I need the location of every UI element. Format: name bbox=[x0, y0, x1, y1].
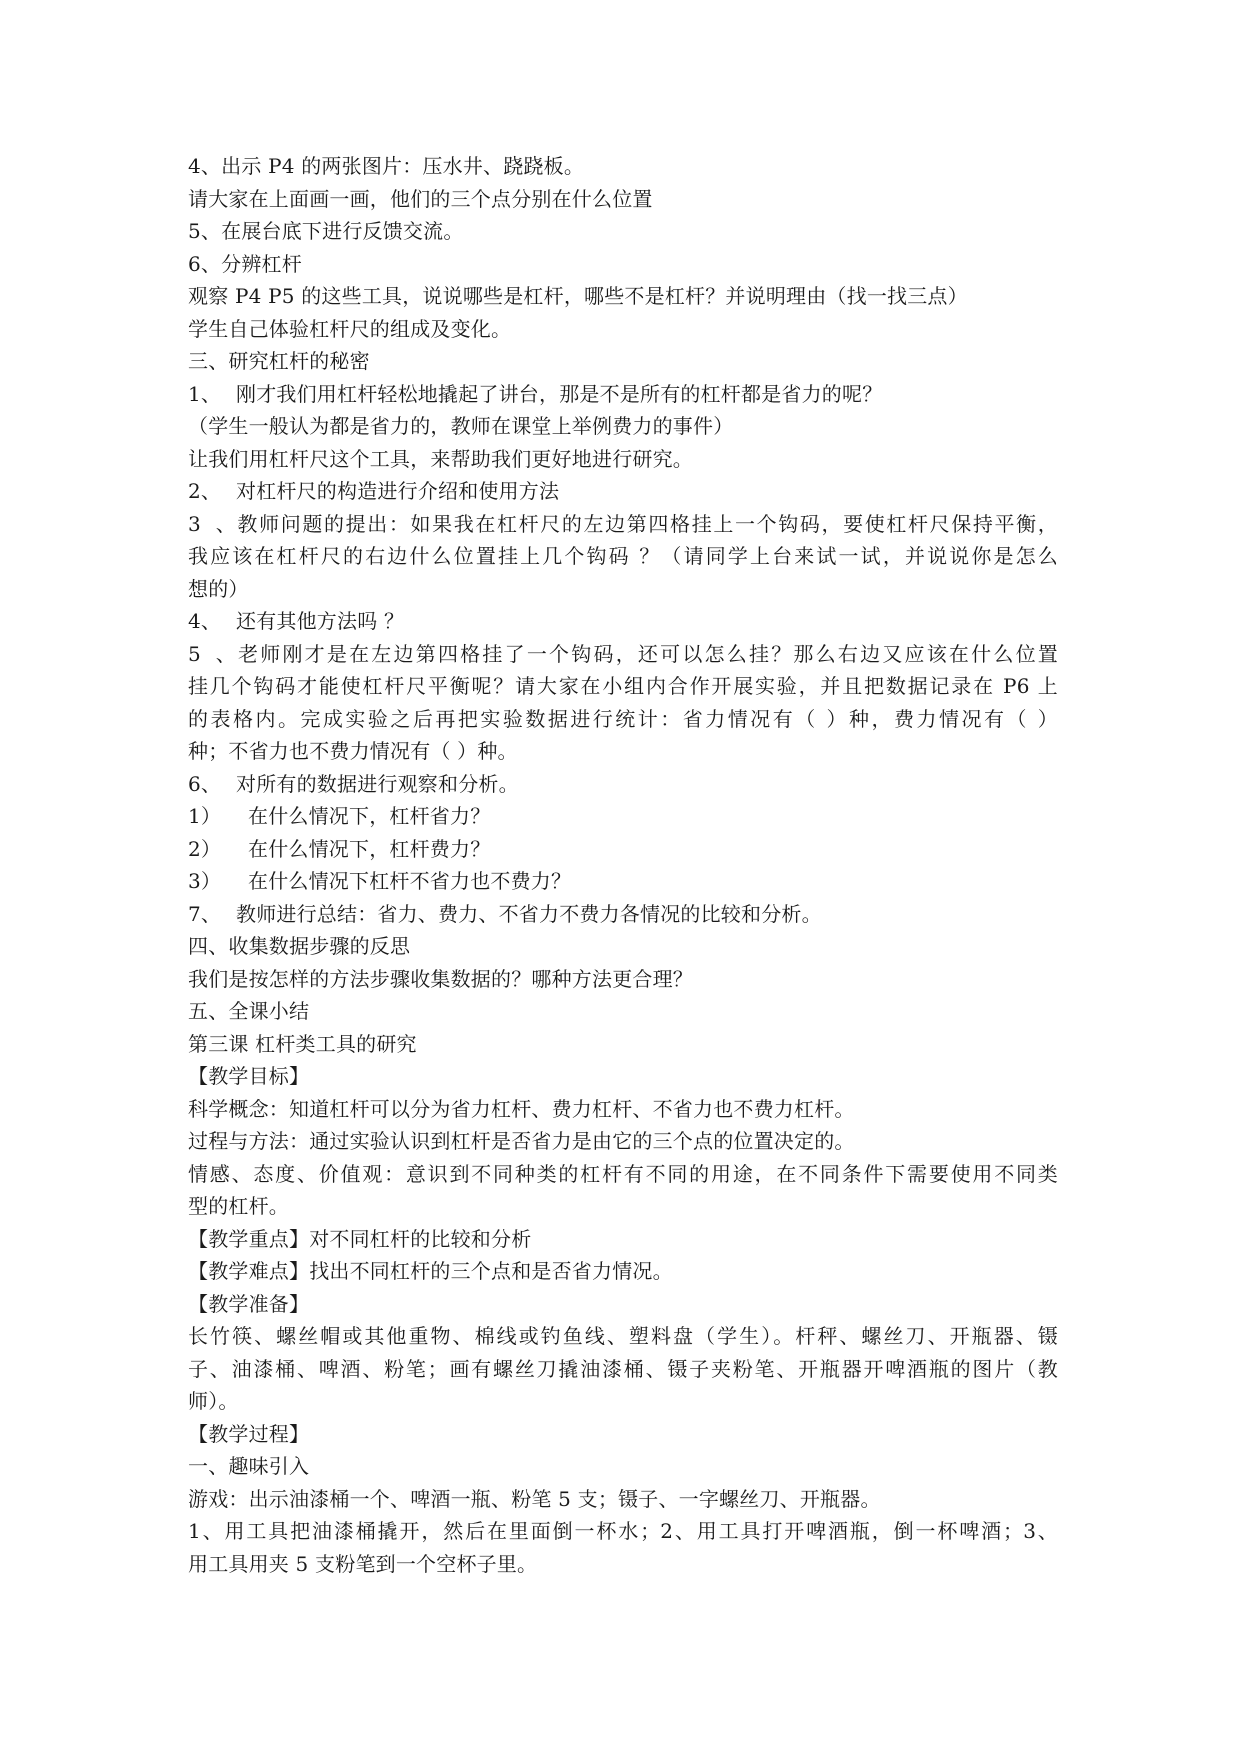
list-number: 4、 bbox=[188, 609, 222, 633]
line-text: 我们是按怎样的方法步骤收集数据的？哪种方法更合理？ bbox=[188, 966, 693, 991]
line-text: 刚才我们用杠杆轻松地撬起了讲台，那是不是所有的杠杆都是省力的呢？ bbox=[236, 381, 883, 406]
text-line bbox=[188, 345, 1058, 378]
text-line bbox=[188, 1223, 1058, 1256]
line-text: 四、收集数据步骤的反思 bbox=[188, 934, 411, 958]
text-line bbox=[188, 1418, 1058, 1451]
list-number: 1、 bbox=[188, 381, 222, 406]
line-text: 1、用工具把油漆桶撬开，然后在里面倒一杯水；2、用工具打开啤酒瓶，倒一杯啤酒；3、 bbox=[188, 1519, 1058, 1543]
sub-list-number: 3） bbox=[188, 869, 222, 893]
line-text: 老师刚才是在左边第四格挂了一个钩码，还可以怎么挂？那么右边又应该在什么位置 bbox=[236, 641, 1058, 666]
line-text: 在什么情况下杠杆不省力也不费力？ bbox=[248, 869, 572, 893]
text-line bbox=[188, 1483, 1058, 1516]
text-line bbox=[188, 865, 1058, 898]
line-text: 让我们用杠杆尺这个工具，来帮助我们更好地进行研究。 bbox=[188, 446, 693, 471]
line-text: 对所有的数据进行观察和分析。 bbox=[236, 771, 519, 796]
line-text: 情感、态度、价值观：意识到不同种类的杠杆有不同的用途，在不同条件下需要使用不同类 bbox=[188, 1161, 1058, 1186]
text-line bbox=[188, 963, 1058, 996]
text-line bbox=[188, 313, 1058, 346]
text-line bbox=[188, 1450, 1058, 1483]
text-line bbox=[188, 735, 1058, 768]
line-text: 的表格内。完成实验之后再把实验数据进行统计：省力情况有（ ）种，费力情况有（ ） bbox=[188, 706, 1058, 731]
document-body bbox=[188, 150, 1058, 1580]
sub-list-number: 1） bbox=[188, 804, 222, 828]
line-text: 【教学目标】 bbox=[188, 1064, 310, 1088]
text-line bbox=[188, 768, 1058, 801]
line-text: 用工具用夹 5 支粉笔到一个空杯子里。 bbox=[188, 1551, 538, 1576]
line-text: 型的杠杆。 bbox=[188, 1194, 289, 1218]
line-text: 教师问题的提出：如果我在杠杆尺的左边第四格挂上一个钩码，要使杠杆尺保持平衡， bbox=[236, 511, 1058, 536]
text-line bbox=[188, 1353, 1058, 1386]
line-text: 请大家在上面画一画，他们的三个点分别在什么位置 bbox=[188, 186, 653, 211]
list-number: 3、 bbox=[188, 511, 236, 536]
line-text: 想的） bbox=[188, 576, 249, 601]
line-text: 种；不省力也不费力情况有（ ）种。 bbox=[188, 739, 518, 763]
text-line bbox=[188, 638, 1058, 671]
line-text: 【教学重点】对不同杠杆的比较和分析 bbox=[188, 1226, 532, 1251]
line-text: 子、油漆桶、啤酒、粉笔；画有螺丝刀撬油漆桶、镊子夹粉笔、开瓶器开啤酒瓶的图片（教 bbox=[188, 1356, 1058, 1381]
line-text: （学生一般认为都是省力的，教师在课堂上举例费力的事件） bbox=[188, 414, 734, 438]
line-text: 长竹筷、螺丝帽或其他重物、棉线或钓鱼线、塑料盘（学生）。杆秤、螺丝刀、开瓶器、镊 bbox=[188, 1324, 1058, 1348]
line-text: 教师进行总结：省力、费力、不省力不费力各情况的比较和分析。 bbox=[236, 901, 822, 926]
line-text: 我应该在杠杆尺的右边什么位置挂上几个钩码 ？（请同学上台来试一试，并说说你是怎么 bbox=[188, 544, 1058, 568]
text-line bbox=[188, 1385, 1058, 1418]
line-text: 对杠杆尺的构造进行介绍和使用方法 bbox=[236, 479, 560, 503]
text-line bbox=[188, 573, 1058, 606]
text-line bbox=[188, 995, 1058, 1028]
text-line bbox=[188, 150, 1058, 183]
text-line bbox=[188, 1320, 1058, 1353]
text-line bbox=[188, 248, 1058, 281]
text-line bbox=[188, 183, 1058, 216]
text-line bbox=[188, 605, 1058, 638]
line-text: 科学概念：知道杠杆可以分为省力杠杆、费力杠杆、不省力也不费力杠杆。 bbox=[188, 1096, 855, 1121]
text-line bbox=[188, 898, 1058, 931]
text-line bbox=[188, 1158, 1058, 1191]
text-line bbox=[188, 215, 1058, 248]
line-text: 6、分辨杠杆 bbox=[188, 251, 302, 276]
line-text: 三、研究杠杆的秘密 bbox=[188, 349, 370, 373]
line-text: 学生自己体验杠杆尺的组成及变化。 bbox=[188, 316, 512, 341]
text-line bbox=[188, 1288, 1058, 1321]
text-line bbox=[188, 1028, 1058, 1061]
text-line bbox=[188, 1255, 1058, 1288]
sub-list-number: 2） bbox=[188, 836, 222, 861]
line-text: 【教学准备】 bbox=[188, 1291, 310, 1316]
line-text: 在什么情况下，杠杆费力？ bbox=[248, 836, 491, 861]
text-line bbox=[188, 1060, 1058, 1093]
text-line bbox=[188, 280, 1058, 313]
text-line bbox=[188, 833, 1058, 866]
line-text: 过程与方法：通过实验认识到杠杆是否省力是由它的三个点的位置决定的。 bbox=[188, 1129, 855, 1153]
line-text: 挂几个钩码才能使杠杆尺平衡呢？请大家在小组内合作开展实验，并且把数据记录在 P6 上 bbox=[188, 674, 1058, 698]
line-text: 【教学难点】找出不同杠杆的三个点和是否省力情况。 bbox=[188, 1259, 673, 1283]
line-text: 还有其他方法吗 ？ bbox=[236, 609, 405, 633]
line-text: 在什么情况下，杠杆省力？ bbox=[248, 804, 491, 828]
text-line bbox=[188, 1548, 1058, 1581]
line-text: 4、出示 P4 的两张图片：压水井、跷跷板。 bbox=[188, 154, 585, 178]
text-line bbox=[188, 475, 1058, 508]
line-text: 师）。 bbox=[188, 1389, 239, 1413]
line-text: 五、全课小结 bbox=[188, 999, 310, 1023]
text-line bbox=[188, 410, 1058, 443]
text-line bbox=[188, 378, 1058, 411]
list-number: 2、 bbox=[188, 479, 222, 503]
line-text: 观察 P4 P5 的这些工具，说说哪些是杠杆，哪些不是杠杆？并说明理由（找一找三点） bbox=[188, 284, 968, 308]
line-text: 游戏：出示油漆桶一个、啤酒一瓶、粉笔 5 支；镊子、一字螺丝刀、开瓶器。 bbox=[188, 1486, 881, 1511]
text-line bbox=[188, 1093, 1058, 1126]
text-line bbox=[188, 703, 1058, 736]
text-line bbox=[188, 540, 1058, 573]
text-line bbox=[188, 508, 1058, 541]
text-line bbox=[188, 930, 1058, 963]
text-line bbox=[188, 800, 1058, 833]
line-text: 5、在展台底下进行反馈交流。 bbox=[188, 219, 464, 243]
list-number: 6、 bbox=[188, 771, 222, 796]
text-line bbox=[188, 1125, 1058, 1158]
line-text: 【教学过程】 bbox=[188, 1421, 310, 1446]
text-line bbox=[188, 1515, 1058, 1548]
text-line bbox=[188, 443, 1058, 476]
line-text: 第三课 杠杆类工具的研究 bbox=[188, 1031, 417, 1056]
text-line bbox=[188, 1190, 1058, 1223]
line-text: 一、趣味引入 bbox=[188, 1454, 310, 1478]
list-number: 7、 bbox=[188, 901, 222, 926]
list-number: 5、 bbox=[188, 641, 236, 666]
text-line bbox=[188, 670, 1058, 703]
